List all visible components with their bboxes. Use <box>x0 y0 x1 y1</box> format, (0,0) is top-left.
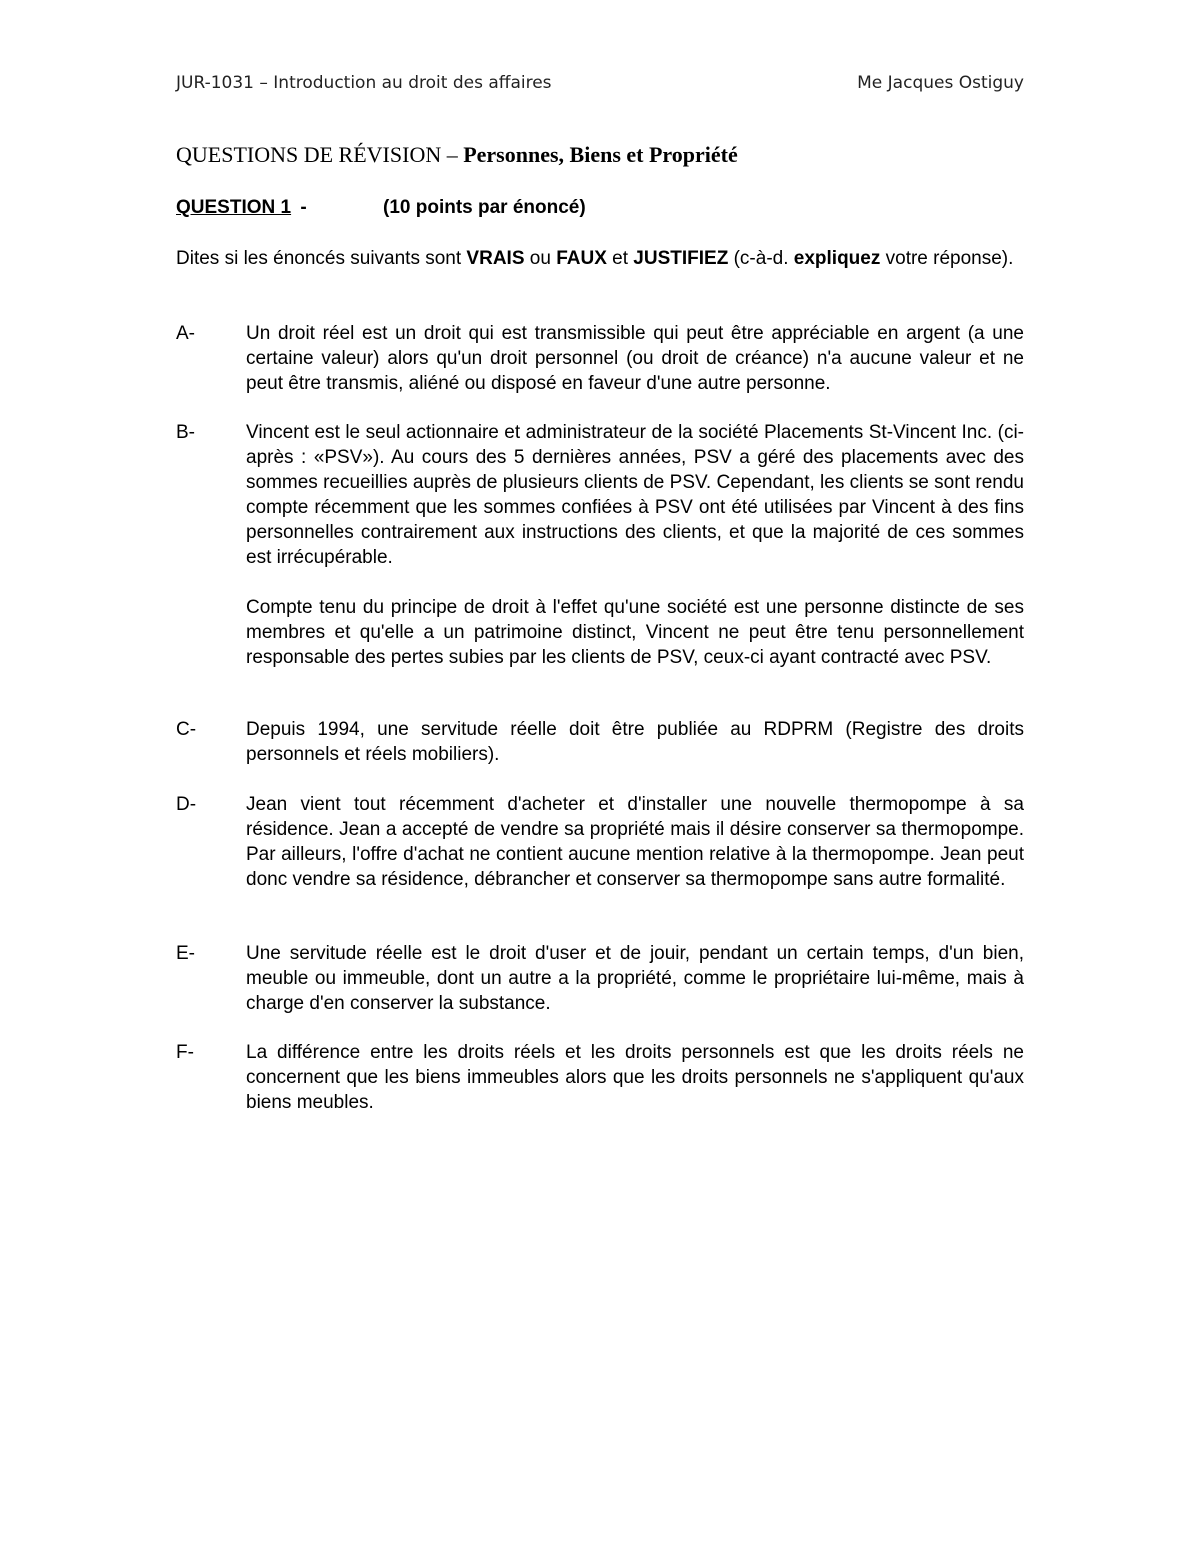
statement-letter: B- <box>176 422 195 443</box>
course-title: JUR-1031 – Introduction au droit des affaires <box>176 73 552 93</box>
statement-b <box>176 420 1024 670</box>
statement-text: La différence entre les droits réels et les droits personnels est que les droits réels ne concernent que les biens immeubles alors que les droits personnels ne s'appliquent qu'aux biens meubles. <box>246 1042 1024 1113</box>
question-heading <box>176 197 586 219</box>
title-subject: Personnes, Biens et Propriété <box>463 142 738 167</box>
document-title <box>176 142 738 168</box>
statement-text: Jean vient tout récemment d'acheter et d'installer une nouvelle thermopompe à sa résidence. Jean a accepté de vendre sa propriété mais il désire conserver sa thermopompe. Par ailleurs, l'offre d'achat ne contient aucune mention relative à la thermopompe. Jean peut donc vendre sa résidence, débrancher et conserver sa thermopompe sans autre formalité. <box>246 794 1024 890</box>
statement-text: Une servitude réelle est le droit d'user et de jouir, pendant un certain temps, d'un bien, meuble ou immeuble, dont un autre a la propriété, comme le propriétaire lui-même, mais à charge d'en conserver la substance. <box>246 943 1024 1014</box>
statement-letter: C- <box>176 719 197 740</box>
question-points: (10 points par énoncé) <box>383 197 586 218</box>
instructions-text: et <box>606 248 634 269</box>
statement-a <box>176 321 1024 396</box>
title-prefix: QUESTIONS DE RÉVISION – <box>176 142 464 167</box>
statement-f <box>176 1040 1024 1115</box>
statement-letter: F- <box>176 1042 194 1063</box>
instructions <box>176 246 1024 271</box>
statement-text: Un droit réel est un droit qui est transmissible qui peut être appréciable en argent (a une certaine valeur) alors qu'un droit personnel (ou droit de créance) n'a aucune valeur et ne peut être transmis, aliéné ou disposé en faveur d'une autre personne. <box>246 323 1024 394</box>
statement-d <box>176 792 1024 892</box>
instructions-text: ou <box>524 248 557 269</box>
instructions-emphasis: JUSTIFIEZ <box>633 248 729 269</box>
instructor-name: Me Jacques Ostiguy <box>857 73 1024 93</box>
instructions-text: votre réponse). <box>880 248 1014 269</box>
question-dash: - <box>300 197 307 218</box>
statement-text: Vincent est le seul actionnaire et administrateur de la société Placements St-Vincent Inc. (ci-après : «PSV»). Au cours des 5 dernières années, PSV a géré des placements avec des sommes recueillies auprès de plusieurs clients de PSV. Cependant, les clients se sont rendu compte récemment que les sommes confiées à PSV ont été utilisées par Vincent à des fins personnelles contrairement aux instructions des clients, et que la majorité de ces sommes est irrécupérable. <box>246 422 1024 568</box>
statement-c <box>176 717 1024 767</box>
statement-letter: E- <box>176 943 195 964</box>
instructions-emphasis: FAUX <box>556 248 607 269</box>
instructions-emphasis: expliquez <box>793 248 881 269</box>
page-header <box>176 73 1024 93</box>
instructions-text: (c-à-d. <box>728 248 794 269</box>
statement-text: Depuis 1994, une servitude réelle doit être publiée au RDPRM (Registre des droits personnels et réels mobiliers). <box>246 719 1024 765</box>
instructions-emphasis: VRAIS <box>466 248 525 269</box>
statement-text: Compte tenu du principe de droit à l'effet qu'une société est une personne distincte de ses membres et qu'elle a un patrimoine distinct, Vincent ne peut être tenu personnellement responsable des pertes subies par les clients de PSV, ceux-ci ayant contracté avec PSV. <box>246 597 1024 668</box>
statement-e <box>176 941 1024 1016</box>
question-label: QUESTION 1 <box>176 197 292 218</box>
statement-letter: D- <box>176 794 197 815</box>
statement-letter: A- <box>176 323 195 344</box>
instructions-text: Dites si les énoncés suivants sont <box>176 248 467 269</box>
